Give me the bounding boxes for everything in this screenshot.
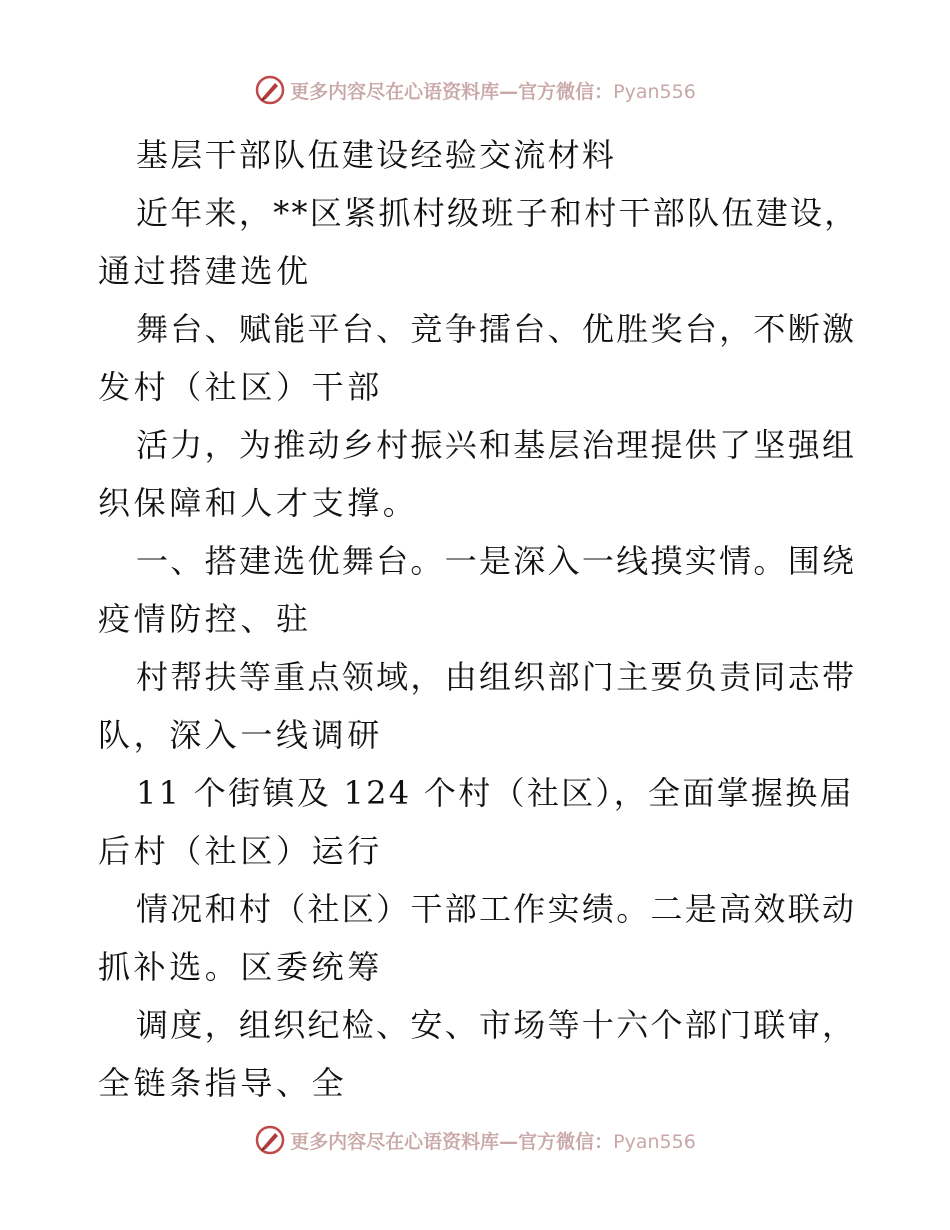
header-watermark [0,70,950,110]
text-line: 发村（社区）干部 [98,368,383,406]
text-line: 队，深入一线调研 [98,716,383,754]
text-line: 后村（社区）运行 [98,832,383,870]
text-line: 通过搭建选优 [98,252,312,290]
text-line: 情况和村（社区）干部工作实绩。二是高效联动 [136,890,857,928]
text-line: 11 个街镇及 124 个村（社区），全面掌握换届 [136,774,854,812]
text-line: 织保障和人才支撑。 [98,484,419,522]
watermark-text: 更多内容尽在心语资料库—官方微信：Pyan556 [290,80,696,103]
document-body [98,126,858,1112]
text-line: 疫情防控、驻 [98,600,312,638]
text-line: 抓补选。区委统筹 [98,948,383,986]
text-line: 近年来，**区紧抓村级班子和村干部队伍建设， [136,194,859,232]
text-line: 全链条指导、全 [98,1064,348,1102]
document-title: 基层干部队伍建设经验交流材料 [136,136,617,174]
text-line: 调度，组织纪检、安、市场等十六个部门联审， [136,1006,857,1044]
pen-logo-icon [254,1124,286,1156]
text-line: 舞台、赋能平台、竞争擂台、优胜奖台，不断激 [136,310,857,348]
footer-watermark [0,1120,950,1160]
pen-logo-icon [254,74,286,106]
text-line: 村帮扶等重点领域，由组织部门主要负责同志带 [136,658,857,696]
text-line: 一、搭建选优舞台。一是深入一线摸实情。围绕 [136,542,857,580]
text-line: 活力，为推动乡村振兴和基层治理提供了坚强组 [136,426,857,464]
watermark-text: 更多内容尽在心语资料库—官方微信：Pyan556 [290,1130,696,1153]
